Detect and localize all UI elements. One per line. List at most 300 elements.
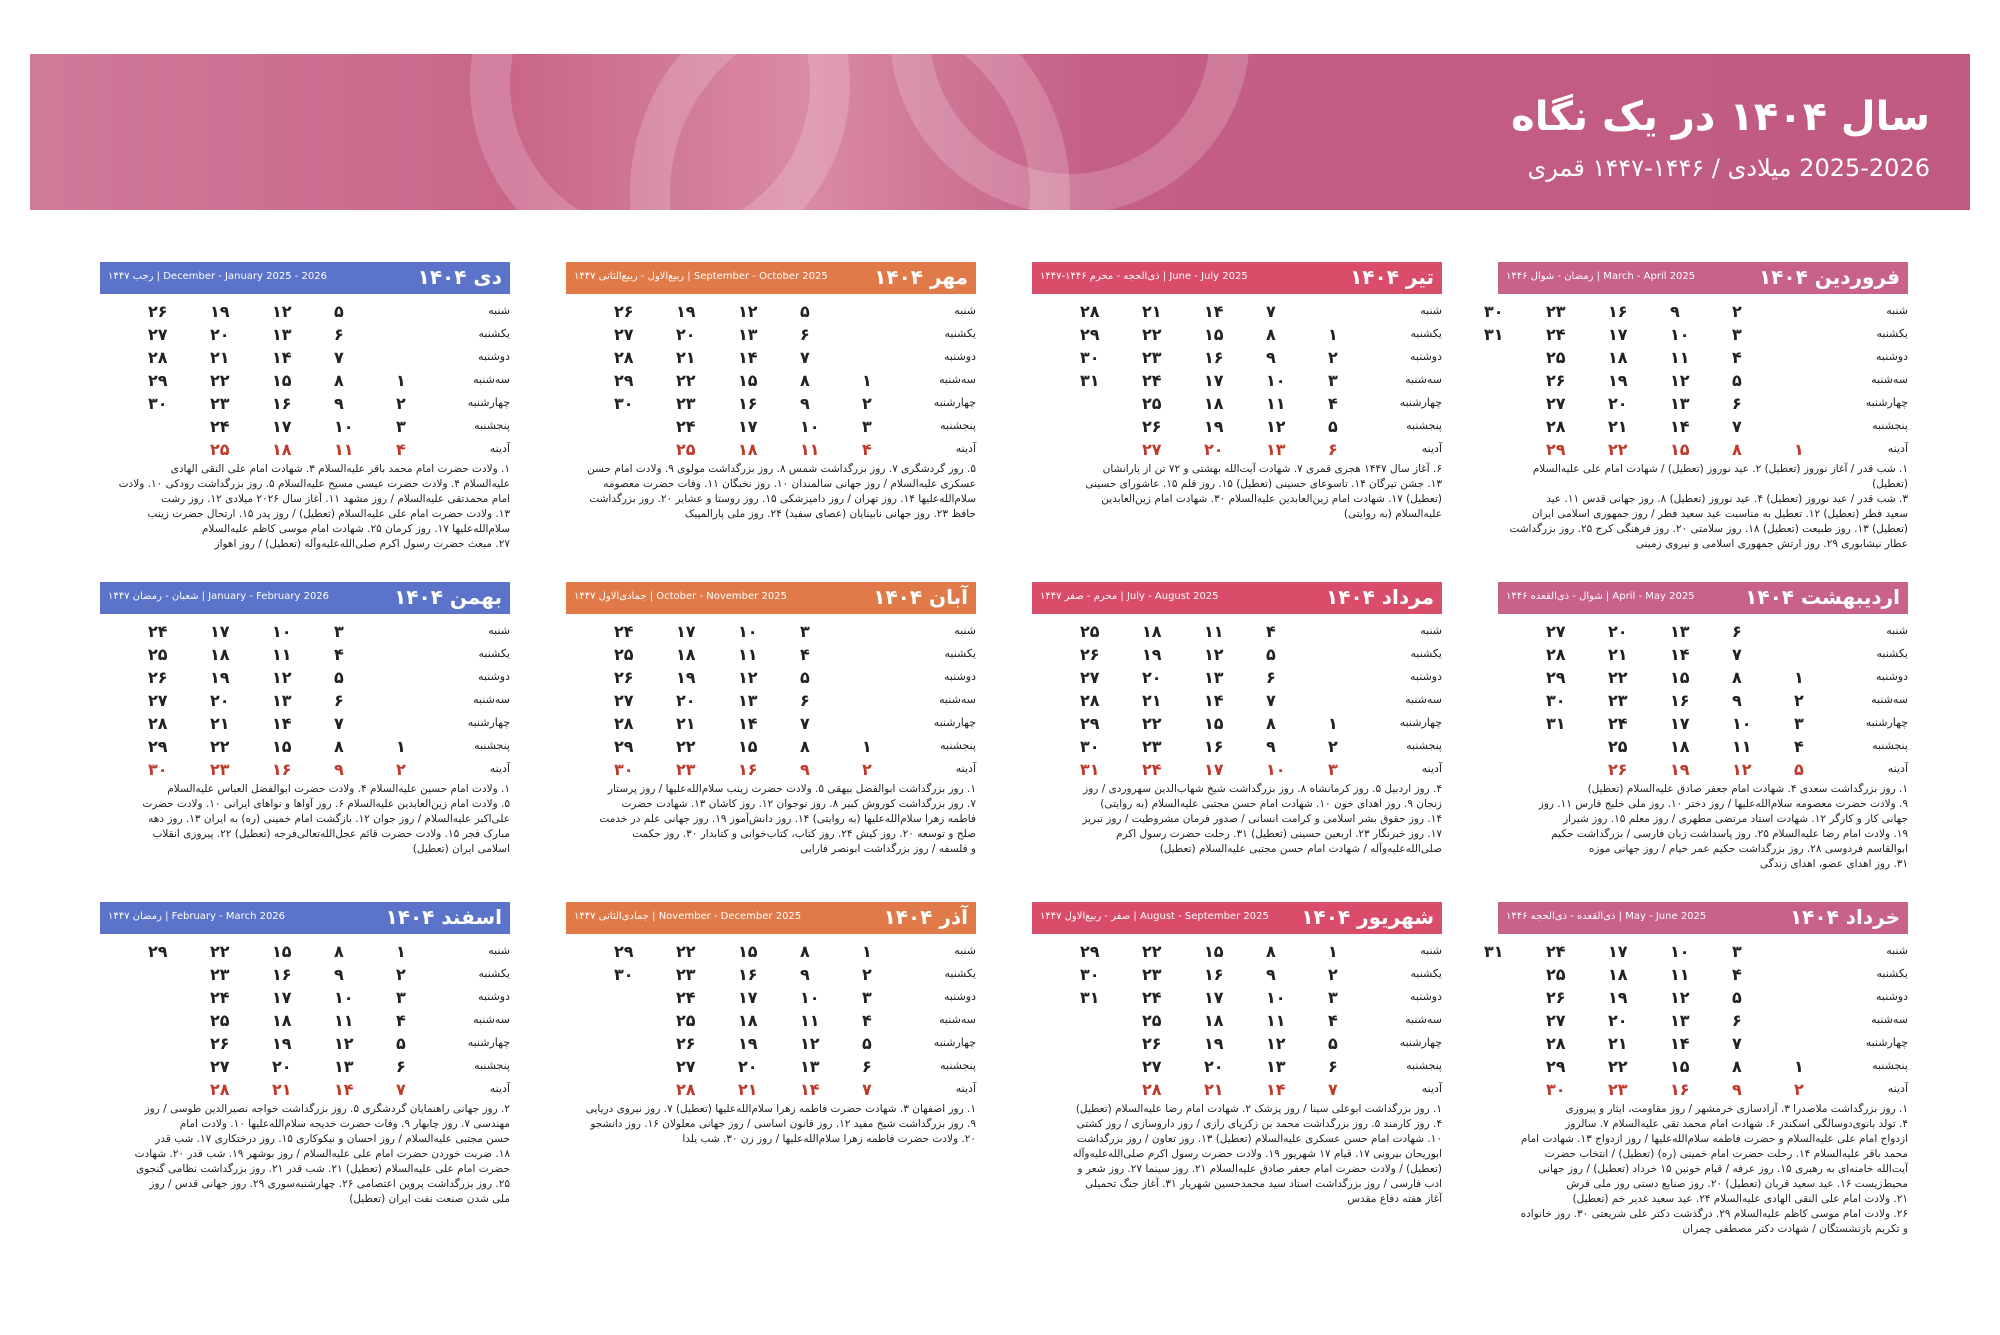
day-number: ۱۶ — [272, 394, 292, 413]
day-cell — [1312, 1011, 1362, 1031]
day-number: ۲۴ — [1142, 760, 1162, 779]
day-number: ۲۱ — [210, 348, 230, 367]
day-number: ۱۳ — [1670, 622, 1690, 641]
day-cell — [1592, 348, 1642, 368]
note-line: ۵. ولادت امام زین‌العابدین علیه‌السلام ۶. روز آواها و نواهای ایرانی ۱۰. ولادت حضرت — [142, 798, 510, 810]
day-number: ۱۶ — [272, 760, 292, 779]
day-number: ۲۰ — [676, 691, 696, 710]
day-cell — [194, 440, 244, 460]
note-line: مبارک فجر ۱۵. ولادت حضرت قائم عجل‌الله‌تعالی‌فرجه (تعطیل) ۲۲. پیروزی انقلاب — [152, 828, 510, 840]
day-cell — [194, 942, 244, 962]
day-cell — [846, 440, 896, 460]
day-number: ۸ — [1266, 325, 1276, 344]
note-line: ۲. روز جهانی راهنمایان گردشگری ۵. روز بزرگداشت خواجه نصیرالدین طوسی / روز — [144, 1103, 510, 1115]
day-number: ۵ — [396, 1034, 406, 1053]
weekday-label: آدینه — [1421, 762, 1442, 775]
day-cell — [380, 1057, 430, 1077]
day-number: ۲۸ — [614, 714, 634, 733]
note-line: سعید فطر (تعطیل) ۱۲. تعطیل به مناسبت عید سعید فطر / روز جمهوری اسلامی ایران — [1531, 508, 1908, 520]
day-number: ۱۳ — [272, 325, 292, 344]
day-cell — [784, 1011, 834, 1031]
month-block — [1032, 262, 1442, 562]
day-cell — [598, 325, 648, 345]
day-number: ۳۱ — [1546, 714, 1566, 733]
note-line: (تعطیل) / ولادت حضرت امام جعفر صادق علیه‌السلام ۲۱. روز سینما ۲۷. روز شعر و — [1077, 1163, 1442, 1175]
month-grid — [1032, 302, 1442, 462]
month-name: مهر ۱۴۰۴ — [874, 265, 968, 289]
day-number: ۲۴ — [1142, 371, 1162, 390]
day-cell — [1250, 714, 1300, 734]
day-number: ۱۶ — [272, 965, 292, 984]
month-name: آذر ۱۴۰۴ — [883, 905, 968, 929]
day-cell — [132, 942, 182, 962]
day-number: ۸ — [1732, 440, 1742, 459]
day-cell — [194, 1011, 244, 1031]
day-number: ۸ — [800, 371, 810, 390]
day-number: ۲۵ — [1546, 348, 1566, 367]
note-line: حافظ ۲۳. روز جهانی نابینایان (عصای سفید) ۲۴. روز ملی پارالمپیک — [684, 508, 976, 520]
day-cell — [256, 1011, 306, 1031]
month-name: بهمن ۱۴۰۴ — [394, 585, 502, 609]
day-number: ۲۷ — [1546, 394, 1566, 413]
day-number: ۶ — [1266, 668, 1276, 687]
day-number: ۲۶ — [614, 668, 634, 687]
weekday-label: سه‌شنبه — [939, 693, 976, 706]
note-line: ۵. روز گردشگری ۷. روز بزرگداشت شمس ۸. روز بزرگداشت مولوی ۹. ولادت امام حسن — [587, 463, 976, 475]
day-number: ۲۵ — [676, 1011, 696, 1030]
day-cell — [1188, 668, 1238, 688]
note-line: اسلامی ایران (تعطیل) — [412, 843, 510, 855]
day-number: ۹ — [1732, 691, 1742, 710]
day-cell — [380, 394, 430, 414]
day-cell — [722, 988, 772, 1008]
weekday-label: شنبه — [954, 304, 976, 317]
day-cell — [256, 760, 306, 780]
day-cell — [1312, 394, 1362, 414]
day-number: ۱۵ — [1204, 942, 1224, 961]
day-cell — [318, 325, 368, 345]
day-number: ۲۰ — [210, 325, 230, 344]
day-cell — [1716, 1057, 1766, 1077]
day-cell — [194, 988, 244, 1008]
day-number: ۱۹ — [738, 1034, 758, 1053]
day-cell — [1312, 348, 1362, 368]
day-cell — [1126, 988, 1176, 1008]
note-line: علیه‌السلام (به روایتی) — [1343, 508, 1442, 520]
day-cell — [1064, 942, 1114, 962]
weekday-label: شنبه — [488, 304, 510, 317]
month-grid — [1498, 622, 1908, 782]
day-cell — [1468, 942, 1518, 962]
day-number: ۱ — [1794, 440, 1804, 459]
day-cell — [1592, 1080, 1642, 1100]
day-cell — [194, 371, 244, 391]
day-number: ۱۹ — [1670, 760, 1690, 779]
day-number: ۱ — [1328, 325, 1338, 344]
day-number: ۲۷ — [676, 1057, 696, 1076]
day-number: ۲ — [396, 394, 406, 413]
day-cell — [1312, 760, 1362, 780]
day-number: ۲۳ — [210, 760, 230, 779]
day-number: ۲۱ — [1608, 645, 1628, 664]
day-cell — [256, 622, 306, 642]
day-cell — [846, 1080, 896, 1100]
day-cell — [318, 417, 368, 437]
day-cell — [1064, 645, 1114, 665]
day-number: ۲ — [1328, 737, 1338, 756]
day-cell — [722, 668, 772, 688]
day-number: ۲۹ — [614, 737, 634, 756]
month-header — [1032, 582, 1442, 614]
day-number: ۳ — [1328, 988, 1338, 1007]
day-number: ۱۱ — [1670, 965, 1690, 984]
day-cell — [1250, 325, 1300, 345]
day-number: ۲۷ — [148, 325, 168, 344]
day-cell — [1530, 942, 1580, 962]
day-cell — [318, 988, 368, 1008]
day-number: ۱۷ — [210, 622, 230, 641]
day-number: ۱۱ — [334, 1011, 354, 1030]
weekday-label: شنبه — [488, 944, 510, 957]
day-cell — [1530, 1011, 1580, 1031]
day-cell — [1250, 645, 1300, 665]
day-cell — [722, 691, 772, 711]
day-number: ۲ — [1732, 302, 1742, 321]
day-cell — [194, 645, 244, 665]
day-number: ۲۹ — [148, 737, 168, 756]
day-number: ۱۵ — [1670, 1057, 1690, 1076]
day-number: ۲۰ — [676, 325, 696, 344]
note-line: ۱۴. روز حقوق بشر اسلامی و کرامت انسانی / صدور فرمان مشروطیت / روز تبریز — [1082, 813, 1442, 825]
month-name: شهریور ۱۴۰۴ — [1301, 905, 1434, 929]
day-number: ۲۲ — [1142, 714, 1162, 733]
day-number: ۱۳ — [1670, 394, 1690, 413]
month-range: January - February 2026 | شعبان - رمضان ۱۴۴۷ — [108, 591, 330, 602]
day-cell — [318, 691, 368, 711]
day-cell — [722, 371, 772, 391]
month-grid — [1484, 302, 1908, 462]
day-cell — [1312, 1034, 1362, 1054]
day-number: ۲۲ — [1142, 325, 1162, 344]
note-line: و تکریم بازنشستگان / شهادت دکتر مصطفی چمران — [1682, 1223, 1908, 1235]
day-cell — [1530, 371, 1580, 391]
weekday-label: سه‌شنبه — [473, 1013, 510, 1026]
day-number: ۳۰ — [1546, 691, 1566, 710]
day-number: ۱۰ — [272, 622, 292, 641]
day-cell — [1592, 325, 1642, 345]
day-number: ۳ — [862, 988, 872, 1007]
weekday-label: چهارشنبه — [1399, 396, 1442, 409]
day-number: ۲۰ — [1608, 394, 1628, 413]
day-number: ۲۰ — [1204, 1057, 1224, 1076]
day-cell — [1778, 737, 1828, 757]
month-range: March - April 2025 | رمضان - شوال ۱۴۴۶ — [1506, 271, 1696, 282]
day-number: ۸ — [1732, 668, 1742, 687]
day-number: ۲۳ — [676, 965, 696, 984]
day-number: ۱۲ — [1204, 645, 1224, 664]
day-cell — [132, 737, 182, 757]
day-cell — [1592, 440, 1642, 460]
day-cell — [722, 302, 772, 322]
day-cell — [256, 394, 306, 414]
day-cell — [1312, 440, 1362, 460]
day-number: ۴ — [1328, 1011, 1338, 1030]
day-number: ۲۹ — [614, 942, 634, 961]
day-number: ۴ — [1732, 965, 1742, 984]
day-cell — [660, 988, 710, 1008]
month-range: September - October 2025 | ربیع‌الاول - ربیع‌الثانی ۱۴۴۷ — [574, 271, 828, 282]
weekday-label: چهارشنبه — [1865, 716, 1908, 729]
day-cell — [846, 394, 896, 414]
day-cell — [1530, 645, 1580, 665]
day-cell — [1126, 348, 1176, 368]
day-number: ۷ — [1266, 302, 1276, 321]
note-line: آغاز هفته دفاع مقدس — [1347, 1193, 1442, 1205]
day-cell — [722, 1080, 772, 1100]
day-cell — [1592, 942, 1642, 962]
day-cell — [1188, 645, 1238, 665]
day-number: ۲۸ — [1546, 645, 1566, 664]
day-cell — [1716, 622, 1766, 642]
note-line: ۹. ولادت حضرت معصومه سلام‌الله‌علیها / روز دختر ۱۰. روز ملی خلیج فارس ۱۱. روز — [1538, 798, 1908, 810]
day-cell — [660, 1057, 710, 1077]
day-number: ۱۵ — [1204, 325, 1224, 344]
weekday-label: چهارشنبه — [467, 1036, 510, 1049]
day-number: ۲۶ — [210, 1034, 230, 1053]
day-number: ۳۰ — [1080, 348, 1100, 367]
day-number: ۱۵ — [1204, 714, 1224, 733]
day-cell — [1188, 325, 1238, 345]
day-cell — [1064, 737, 1114, 757]
day-number: ۲۷ — [1142, 1057, 1162, 1076]
month-block — [1484, 902, 1908, 1235]
day-number: ۳۰ — [1080, 965, 1100, 984]
day-cell — [1126, 440, 1176, 460]
day-cell — [846, 1011, 896, 1031]
day-number: ۲۹ — [148, 942, 168, 961]
day-cell — [318, 942, 368, 962]
day-number: ۷ — [1266, 691, 1276, 710]
day-cell — [1126, 302, 1176, 322]
day-number: ۲۴ — [148, 622, 168, 641]
day-cell — [318, 622, 368, 642]
day-cell — [318, 668, 368, 688]
day-cell — [722, 737, 772, 757]
day-cell — [1312, 942, 1362, 962]
day-cell — [380, 1080, 430, 1100]
day-cell — [598, 691, 648, 711]
note-line: صلح و توسعه ۲۰. روز کیش ۲۴. روز کتاب، کتاب‌خوانی و کتابدار ۳۰. روز حکمت — [632, 828, 976, 840]
note-line: ۱. روز بزرگداشت ابوعلی سینا / روز پزشک ۲. شهادت امام رضا علیه‌السلام (تعطیل) — [1075, 1103, 1442, 1115]
weekday-label: سه‌شنبه — [1871, 693, 1908, 706]
weekday-label: سه‌شنبه — [939, 373, 976, 386]
weekday-label: یکشنبه — [478, 647, 510, 660]
month-notes — [1032, 782, 1442, 857]
day-cell — [1312, 737, 1362, 757]
day-number: ۱۴ — [1670, 645, 1690, 664]
day-cell — [1654, 622, 1704, 642]
day-number: ۲۳ — [676, 760, 696, 779]
day-cell — [1468, 302, 1518, 322]
day-number: ۱۷ — [272, 417, 292, 436]
header-banner — [30, 54, 1970, 210]
day-cell — [660, 965, 710, 985]
day-cell — [194, 417, 244, 437]
day-cell — [1654, 440, 1704, 460]
day-number: ۱۱ — [800, 1011, 820, 1030]
note-line: (تعطیل) ۱۷. شهادت امام زین‌العابدین علیه‌السلام ۳۰. شهادت امام زین‌العابدین — [1101, 493, 1442, 505]
day-cell — [846, 1057, 896, 1077]
day-number: ۲ — [1328, 348, 1338, 367]
day-number: ۲۶ — [1546, 371, 1566, 390]
month-notes — [566, 782, 976, 857]
day-number: ۱۳ — [1204, 668, 1224, 687]
month-notes — [100, 1102, 510, 1207]
day-number: ۲۴ — [614, 622, 634, 641]
day-number: ۲۷ — [614, 325, 634, 344]
day-number: ۱ — [862, 942, 872, 961]
day-number: ۴ — [1794, 737, 1804, 756]
weekday-label: سه‌شنبه — [473, 693, 510, 706]
day-cell — [1654, 645, 1704, 665]
day-cell — [1188, 1034, 1238, 1054]
day-number: ۶ — [334, 691, 344, 710]
day-number: ۱۵ — [1670, 440, 1690, 459]
day-cell — [1250, 942, 1300, 962]
note-line: ۴. تولد بانوی‌دوسالگی اسکندر ۶. شهادت امام محمد تقی علیه‌السلام ۷. سالروز — [1565, 1118, 1908, 1130]
day-number: ۲۱ — [676, 348, 696, 367]
day-cell — [784, 371, 834, 391]
note-line: ۱. روز بزرگداشت ملاصدرا ۳. آزادسازی خرمشهر / روز مقاومت، ایثار و پیروزی — [1565, 1103, 1908, 1115]
day-cell — [1592, 371, 1642, 391]
day-cell — [660, 1080, 710, 1100]
day-cell — [846, 760, 896, 780]
weekday-label: یکشنبه — [478, 967, 510, 980]
day-number: ۱۳ — [334, 1057, 354, 1076]
day-cell — [1126, 1011, 1176, 1031]
day-number: ۲۰ — [738, 1057, 758, 1076]
note-line: ۱. ولادت امام حسین علیه‌السلام ۴. ولادت حضرت ابوالفضل العباس علیه‌السلام — [167, 783, 510, 795]
day-cell — [598, 348, 648, 368]
day-cell — [784, 394, 834, 414]
day-number: ۳۰ — [614, 965, 634, 984]
month-header — [100, 582, 510, 614]
day-cell — [380, 371, 430, 391]
note-line: فاطمه زهرا سلام‌الله‌علیها (به روایتی) ۱۴. روز دانش‌آموز ۱۹. روز جهانی علم در خدمت — [599, 813, 976, 825]
day-number: ۱۶ — [1608, 302, 1628, 321]
day-number: ۲۰ — [272, 1057, 292, 1076]
day-number: ۱۲ — [1670, 988, 1690, 1007]
note-line: ابوالقاسم فردوسی ۲۸. روز بزرگداشت حکیم عمر خیام / روز جهانی موزه — [1588, 843, 1908, 855]
day-cell — [194, 325, 244, 345]
day-number: ۳ — [1328, 371, 1338, 390]
day-cell — [1778, 714, 1828, 734]
day-number: ۱۲ — [1266, 1034, 1286, 1053]
day-cell — [1250, 1080, 1300, 1100]
day-number: ۲۳ — [1608, 691, 1628, 710]
day-cell — [660, 645, 710, 665]
day-cell — [598, 371, 648, 391]
day-number: ۵ — [1732, 371, 1742, 390]
weekday-label: دوشنبه — [1876, 670, 1908, 683]
day-cell — [1126, 1034, 1176, 1054]
day-cell — [1716, 302, 1766, 322]
day-cell — [1778, 668, 1828, 688]
day-cell — [660, 371, 710, 391]
day-number: ۳۱ — [1484, 942, 1504, 961]
weekday-label: یکشنبه — [1410, 327, 1442, 340]
day-number: ۲۶ — [148, 668, 168, 687]
note-line: (تعطیل) ۱۳. روز طبیعت (تعطیل) ۱۸. روز سلامتی ۲۰. روز فرهنگی کرج ۲۵. روز بزرگداشت — [1509, 523, 1908, 535]
day-cell — [256, 417, 306, 437]
weekday-label: شنبه — [954, 944, 976, 957]
weekday-label: شنبه — [1420, 944, 1442, 957]
day-number: ۱ — [1794, 668, 1804, 687]
weekday-label: آدینه — [955, 762, 976, 775]
month-range: November - December 2025 | جمادی‌الثانی ۱۴۴۷ — [574, 911, 802, 922]
day-number: ۲۵ — [1080, 622, 1100, 641]
month-notes — [100, 782, 510, 857]
day-number: ۱۸ — [738, 1011, 758, 1030]
day-cell — [318, 645, 368, 665]
day-cell — [1250, 1011, 1300, 1031]
day-cell — [1312, 965, 1362, 985]
day-number: ۱۴ — [1670, 1034, 1690, 1053]
day-number: ۳ — [862, 417, 872, 436]
note-line: ۱۳. جشن تیرگان ۱۴. تاسوعای حسینی (تعطیل) ۱۵. روز قلم ۱۵. عاشورای حسینی — [1085, 478, 1442, 490]
day-number: ۱۲ — [1732, 760, 1752, 779]
day-cell — [1716, 942, 1766, 962]
day-cell — [256, 325, 306, 345]
month-name: تیر ۱۴۰۴ — [1350, 265, 1434, 289]
day-number: ۳ — [396, 988, 406, 1007]
day-number: ۲۳ — [1546, 302, 1566, 321]
day-cell — [1654, 302, 1704, 322]
day-number: ۲ — [862, 965, 872, 984]
day-cell — [1716, 348, 1766, 368]
weekday-label: دوشنبه — [1410, 350, 1442, 363]
day-cell — [318, 1057, 368, 1077]
day-cell — [722, 348, 772, 368]
day-number: ۲ — [396, 965, 406, 984]
day-cell — [1250, 394, 1300, 414]
day-number: ۳ — [1732, 325, 1742, 344]
weekday-label: دوشنبه — [1876, 350, 1908, 363]
month-range: February - March 2026 | رمضان ۱۴۴۷ — [108, 911, 286, 922]
weekday-label: پنجشنبه — [1406, 1059, 1442, 1072]
weekday-label: پنجشنبه — [474, 1059, 510, 1072]
weekday-label: آدینه — [489, 762, 510, 775]
note-line: ۴. روز اردبیل ۵. روز کرمانشاه ۸. روز بزرگداشت شیخ شهاب‌الدین سهروردی / روز — [1083, 783, 1442, 795]
day-number: ۲۲ — [1608, 668, 1628, 687]
day-cell — [1188, 371, 1238, 391]
day-cell — [1064, 691, 1114, 711]
weekday-label: شنبه — [488, 624, 510, 637]
day-number: ۶ — [1328, 1057, 1338, 1076]
day-cell — [1716, 1011, 1766, 1031]
month-header — [100, 262, 510, 294]
day-number: ۳۰ — [614, 760, 634, 779]
weekday-label: آدینه — [1421, 1082, 1442, 1095]
day-cell — [1530, 668, 1580, 688]
day-cell — [784, 714, 834, 734]
weekday-label: دوشنبه — [1410, 990, 1442, 1003]
weekday-label: پنجشنبه — [1406, 739, 1442, 752]
day-cell — [318, 348, 368, 368]
day-cell — [1250, 440, 1300, 460]
day-cell — [660, 348, 710, 368]
day-cell — [194, 760, 244, 780]
